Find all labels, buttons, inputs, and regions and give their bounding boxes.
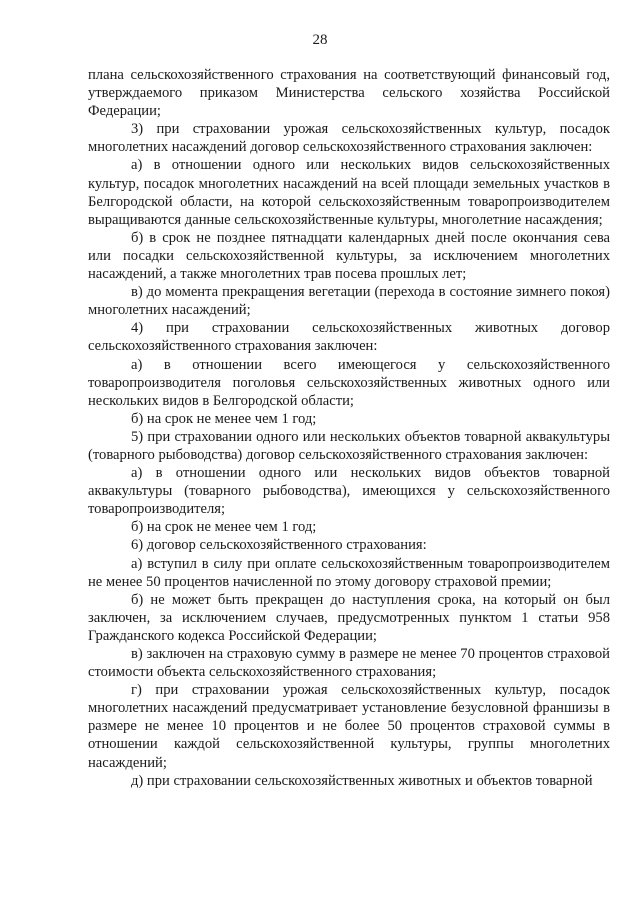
document-body [88,66,610,790]
paragraph-item-4a: а) в отношении всего имеющегося у сельскохозяйственного товаропроизводителя поголовья сельскохозяйственных животных одного или нескольких видов в Белгородской области; [88,356,610,409]
paragraph-item-6a: а) вступил в силу при оплате сельскохозяйственным товаропроизводителем не менее 50 процентов начисленной по этому договору страховой премии; [88,555,610,590]
paragraph-item-5a: а) в отношении одного или нескольких видов объектов товарной аквакультуры (товарного рыбоводства), имеющихся у сельскохозяйственного товаропроизводителя; [88,465,610,518]
paragraph-item-3a: а) в отношении одного или нескольких видов сельскохозяйственных культур, посадок многолетних насаждений на всей площади земельных участков в Белгородской области, на которой сельскохозяйственным товаропроизводителем выращиваются данные сельскохозяйственные культуры, многолетние насаждения; [88,157,610,228]
paragraph-item-6b: б) не может быть прекращен до наступления срока, на который он был заключен, за исключением случаев, предусмотренных пунктом 1 статьи 958 Гражданского кодекса Российской Федерации; [88,591,610,644]
paragraph-item-3b: б) в срок не позднее пятнадцати календарных дней после окончания сева или посадки сельскохозяйственной культуры, за исключением многолетних насаждений, а также многолетних трав посева прошлых лет; [88,229,610,283]
paragraph-item-6: 6) договор сельскохозяйственного страхования: [131,537,427,554]
paragraph-item-6v: в) заключен на страховую сумму в размере не менее 70 процентов страховой стоимости объекта сельскохозяйственного страхования; [88,646,610,681]
paragraph-item-4b: б) на срок не менее чем 1 год; [131,410,317,427]
paragraph-item-5: 5) при страховании одного или нескольких объектов товарной аквакультуры (товарного рыбоводства) договор сельскохозяйственного страхования заключен: [88,428,610,463]
paragraph-item-6d: д) при страховании сельскохозяйственных животных и объектов товарной [131,772,593,789]
paragraph-item-5b: б) на срок не менее чем 1 год; [131,519,317,536]
paragraph-continuation: плана сельскохозяйственного страхования на соответствующий финансовый год, утверждаемого приказом Министерства сельского хозяйства Российской Федерации; [88,67,610,120]
paragraph-item-4: 4) при страховании сельскохозяйственных животных договор сельскохозяйственного страхования заключен: [88,320,610,355]
paragraph-item-6g: г) при страховании урожая сельскохозяйственных культур, посадок многолетних насаждений предусматривает установление безусловной франшизы в размере не менее 10 процентов и не более 50 процентов страховой суммы в отношении каждой сельскохозяйственной культуры, группы многолетних насаждений; [88,682,610,771]
page-number: 28 [312,32,328,48]
paragraph-item-3v: в) до момента прекращения вегетации (перехода в состояние зимнего покоя) многолетних насаждений; [88,284,610,319]
paragraph-item-3: 3) при страховании урожая сельскохозяйственных культур, посадок многолетних насаждений договор сельскохозяйственного страхования заключен: [88,121,610,156]
